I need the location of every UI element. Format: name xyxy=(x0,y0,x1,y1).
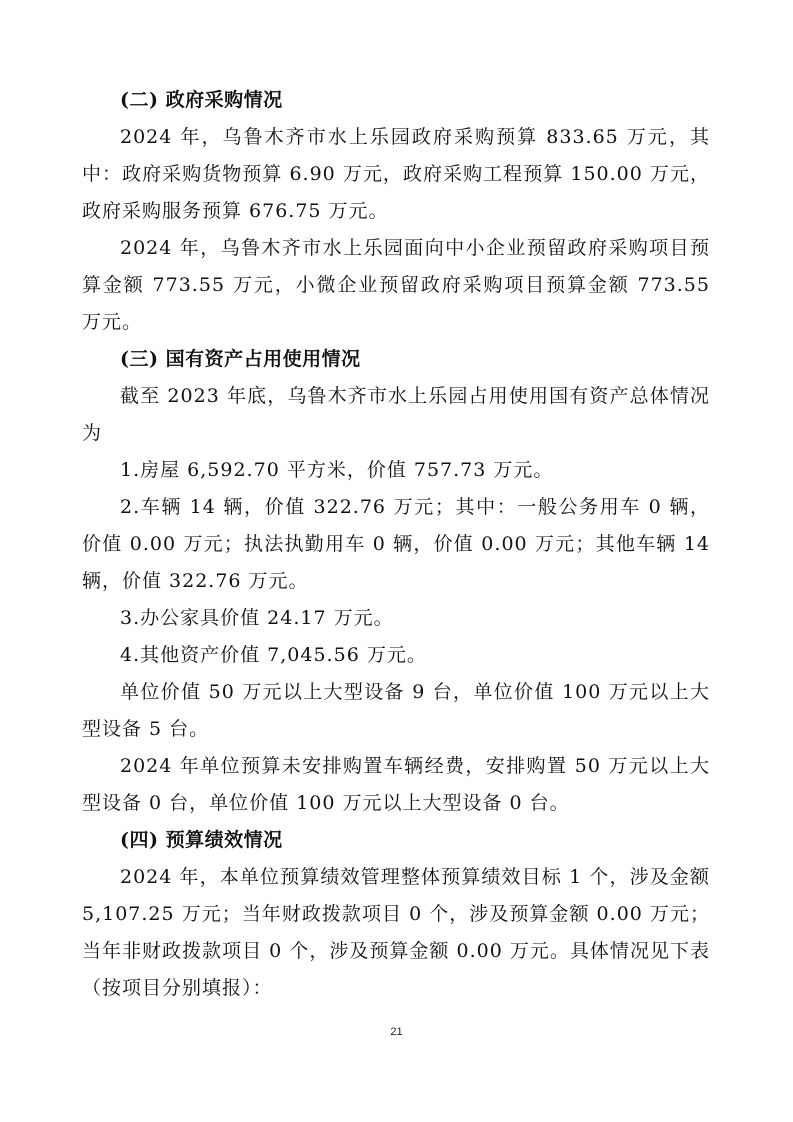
section-state-assets xyxy=(82,341,710,822)
paragraph: 2.车辆 14 辆，价值 322.76 万元；其中：一般公务用车 0 辆，价值 0.00 万元；执法执勤用车 0 辆，价值 0.00 万元；其他车辆 14 辆，价值 322.76 万元。 xyxy=(82,496,710,592)
paragraph: 单位价值 50 万元以上大型设备 9 台，单位价值 100 万元以上大型设备 5 台。 xyxy=(82,681,710,740)
section-heading: (四) 预算绩效情况 xyxy=(120,829,283,851)
paragraph: 2024 年单位预算未安排购置车辆经费，安排购置 50 万元以上大型设备 0 台，单位价值 100 万元以上大型设备 0 台。 xyxy=(82,755,710,814)
paragraph: 3.办公家具价值 24.17 万元。 xyxy=(120,607,394,629)
paragraph: 截至 2023 年底，乌鲁木齐市水上乐园占用使用国有资产总体情况为 xyxy=(82,385,710,444)
page-number: 21 xyxy=(390,1026,403,1038)
paragraph: 1.房屋 6,592.70 平方米，价值 757.73 万元。 xyxy=(120,459,554,481)
paragraph: 2024 年，乌鲁木齐市水上乐园政府采购预算 833.65 万元，其中：政府采购货物预算 6.90 万元，政府采购工程预算 150.00 万元，政府采购服务预算 676.75 万元。 xyxy=(82,126,710,222)
paragraph: 2024 年，本单位预算绩效管理整体预算绩效目标 1 个，涉及金额 5,107.25 万元；当年财政拨款项目 0 个，涉及预算金额 0.00 万元；当年非财政拨款项目 0 个，涉及预算金额 0.00 万元。具体情况见下表（按项目分别填报）： xyxy=(82,866,710,999)
paragraph: 2024 年，乌鲁木齐市水上乐园面向中小企业预留政府采购项目预算金额 773.55 万元，小微企业预留政府采购项目预算金额 773.55 万元。 xyxy=(82,237,710,333)
document-body xyxy=(82,82,710,1007)
paragraph: 4.其他资产价值 7,045.56 万元。 xyxy=(120,644,427,666)
section-heading: (三) 国有资产占用使用情况 xyxy=(120,348,361,370)
section-budget-performance xyxy=(82,822,710,1007)
section-heading: (二) 政府采购情况 xyxy=(120,89,283,111)
section-government-procurement xyxy=(82,82,710,341)
